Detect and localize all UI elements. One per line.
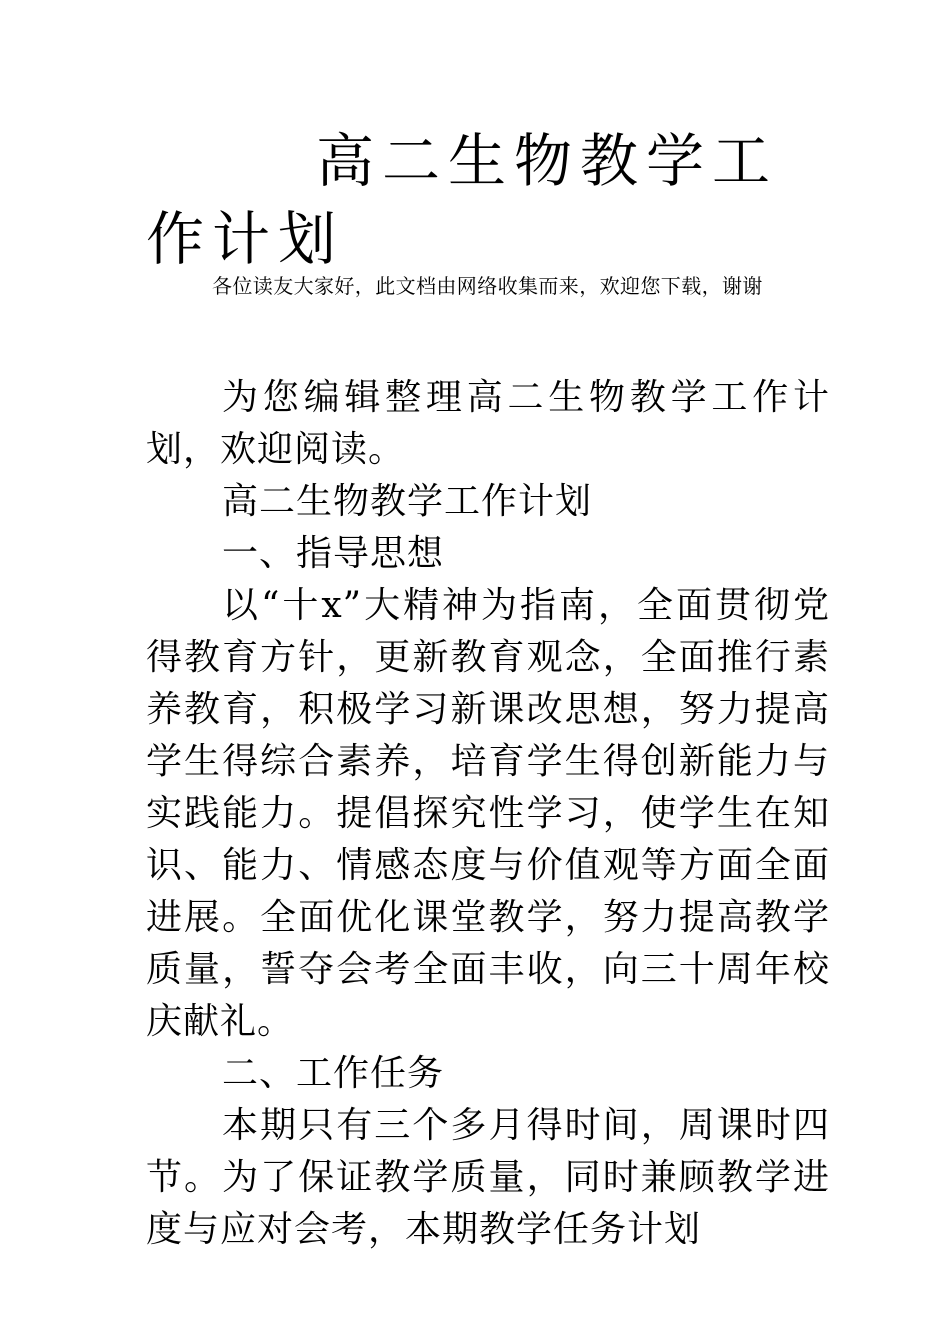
work-tasks-paragraph: 本期只有三个多月得时间，周课时四节。为了保证教学质量，同时兼顾教学进度与应对会考，本期教学任务计划 [146, 1105, 830, 1250]
document-body [146, 372, 830, 1256]
section-heading-work-tasks: 二、工作任务 [222, 1053, 445, 1094]
plan-heading: 高二生物教学工作计划 [222, 481, 593, 522]
intro-paragraph: 为您编辑整理高二生物教学工作计划，欢迎阅读。 [146, 377, 830, 470]
guiding-ideology-paragraph: 以“十x”大精神为指南，全面贯彻党得教育方针，更新教育观念，全面推行素养教育，积极学习新课改思想，努力提高学生得综合素养，培育学生得创新能力与实践能力。提倡探究性学习，使学生在知识、能力、情感态度与价值观等方面全面进展。全面优化课堂教学，努力提高教学质量，誓夺会考全面丰收，向三十周年校庆献礼。 [146, 585, 830, 1042]
download-notice: 各位读友大家好，此文档由网络收集而来，欢迎您下载，谢谢 [212, 274, 763, 298]
section-heading-guiding-ideology: 一、指导思想 [222, 533, 445, 574]
document-title: 高二生物教学工作计划 [146, 127, 779, 273]
